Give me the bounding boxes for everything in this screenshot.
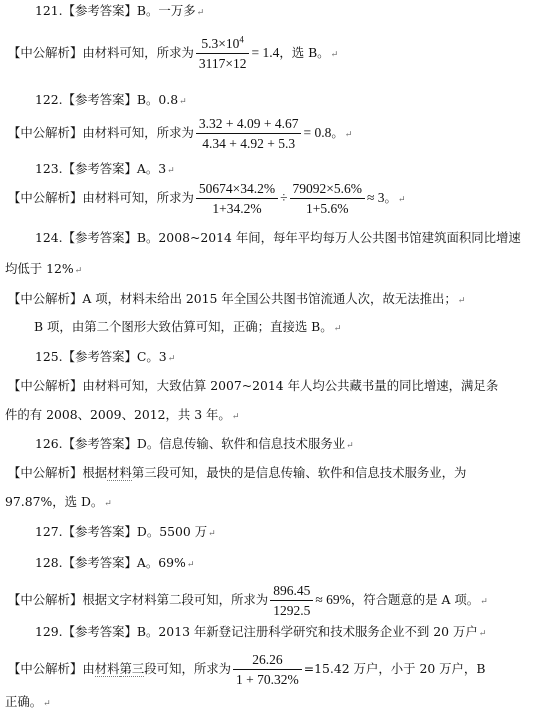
answer-124: 124.【参考答案】B。2008~2014 年间，每年平均每万人公共图书馆建筑面积同比增速 <box>35 230 521 245</box>
answer-127: 127.【参考答案】D。5500 万↵ <box>35 524 216 539</box>
fraction: $\frac{896.45}{1292.5}$ <box>270 582 313 619</box>
answer-122: 122.【参考答案】B。0.8↵ <box>35 92 187 107</box>
analysis-122: 【中公解析】由材料可知，所求为 $\frac{3.32 + 4.09 + 4.67}{4.34 + 4.92 + 5.3}$ = 0.8。↵ <box>8 116 353 151</box>
answer-126: 126.【参考答案】D。信息传输、软件和信息技术服务业↵ <box>35 436 354 451</box>
analysis-121: 【中公解析】由材料可知，所求为 $\frac{5.3\times 10^4}{3117\times 12}$ = 1.4，选 B。↵ <box>8 34 339 71</box>
fraction: $\frac{5.3\times 10^4}{3117\times 12}$ <box>196 35 250 72</box>
answer-121: 121.【参考答案】B。一万多↵ <box>35 3 205 18</box>
analysis-124: 【中公解析】A 项，材料未给出 2015 年全国公共图书馆流通人次，故无法推出；↵ <box>8 291 466 306</box>
answer-128: 128.【参考答案】A。69%↵ <box>35 555 195 570</box>
analysis-129-cont: 正确。↵ <box>5 694 51 709</box>
answer-124-cont: 均低于 12%↵ <box>5 261 83 276</box>
analysis-125-cont: 件的有 2008、2009、2012，共 3 年。↵ <box>5 407 240 422</box>
analysis-129: 【中公解析】由材料第三段可知，所求为 $\frac{26.26}{1 + 70.32\%}$ =15.42 万户，小于 20 万户，B <box>8 652 486 687</box>
fraction: $\frac{50674\times 34.2\%}{1+34.2\%}$ <box>196 180 278 217</box>
fraction: $\frac{3.32 + 4.09 + 4.67}{4.34 + 4.92 + 5.3}$ <box>196 115 302 152</box>
fraction: $\frac{79092\times 5.6\%}{1+5.6\%}$ <box>290 180 365 217</box>
answer-129: 129.【参考答案】B。2013 年新登记注册科学研究和技术服务企业不到 20 万户↵ <box>35 624 487 639</box>
analysis-126: 【中公解析】根据材料第三段可知，最快的是信息传输、软件和信息技术服务业，为 <box>8 465 467 480</box>
fraction: $\frac{26.26}{1 + 70.32\%}$ <box>233 651 302 688</box>
answer-123: 123.【参考答案】A。3↵ <box>35 161 175 176</box>
analysis-123: 【中公解析】由材料可知，所求为 $\frac{50674\times 34.2\%}{1+34.2\%}$ ÷ $\frac{79092\times 5.6\%}{1+5.6\%}$ ≈ 3。↵ <box>8 181 406 216</box>
analysis-125: 【中公解析】由材料可知，大致估算 2007~2014 年人均公共藏书量的同比增速，满足条 <box>8 378 499 393</box>
answer-125: 125.【参考答案】C。3↵ <box>35 349 176 364</box>
analysis-124-cont: B 项，由第二个图形大致估算可知，正确；直接选 B。↵ <box>34 319 342 334</box>
analysis-128: 【中公解析】根据文字材料第二段可知，所求为 $\frac{896.45}{1292.5}$ ≈ 69%，符合题意的是 A 项。↵ <box>8 583 488 618</box>
analysis-126-cont: 97.87%，选 D。↵ <box>5 494 112 509</box>
